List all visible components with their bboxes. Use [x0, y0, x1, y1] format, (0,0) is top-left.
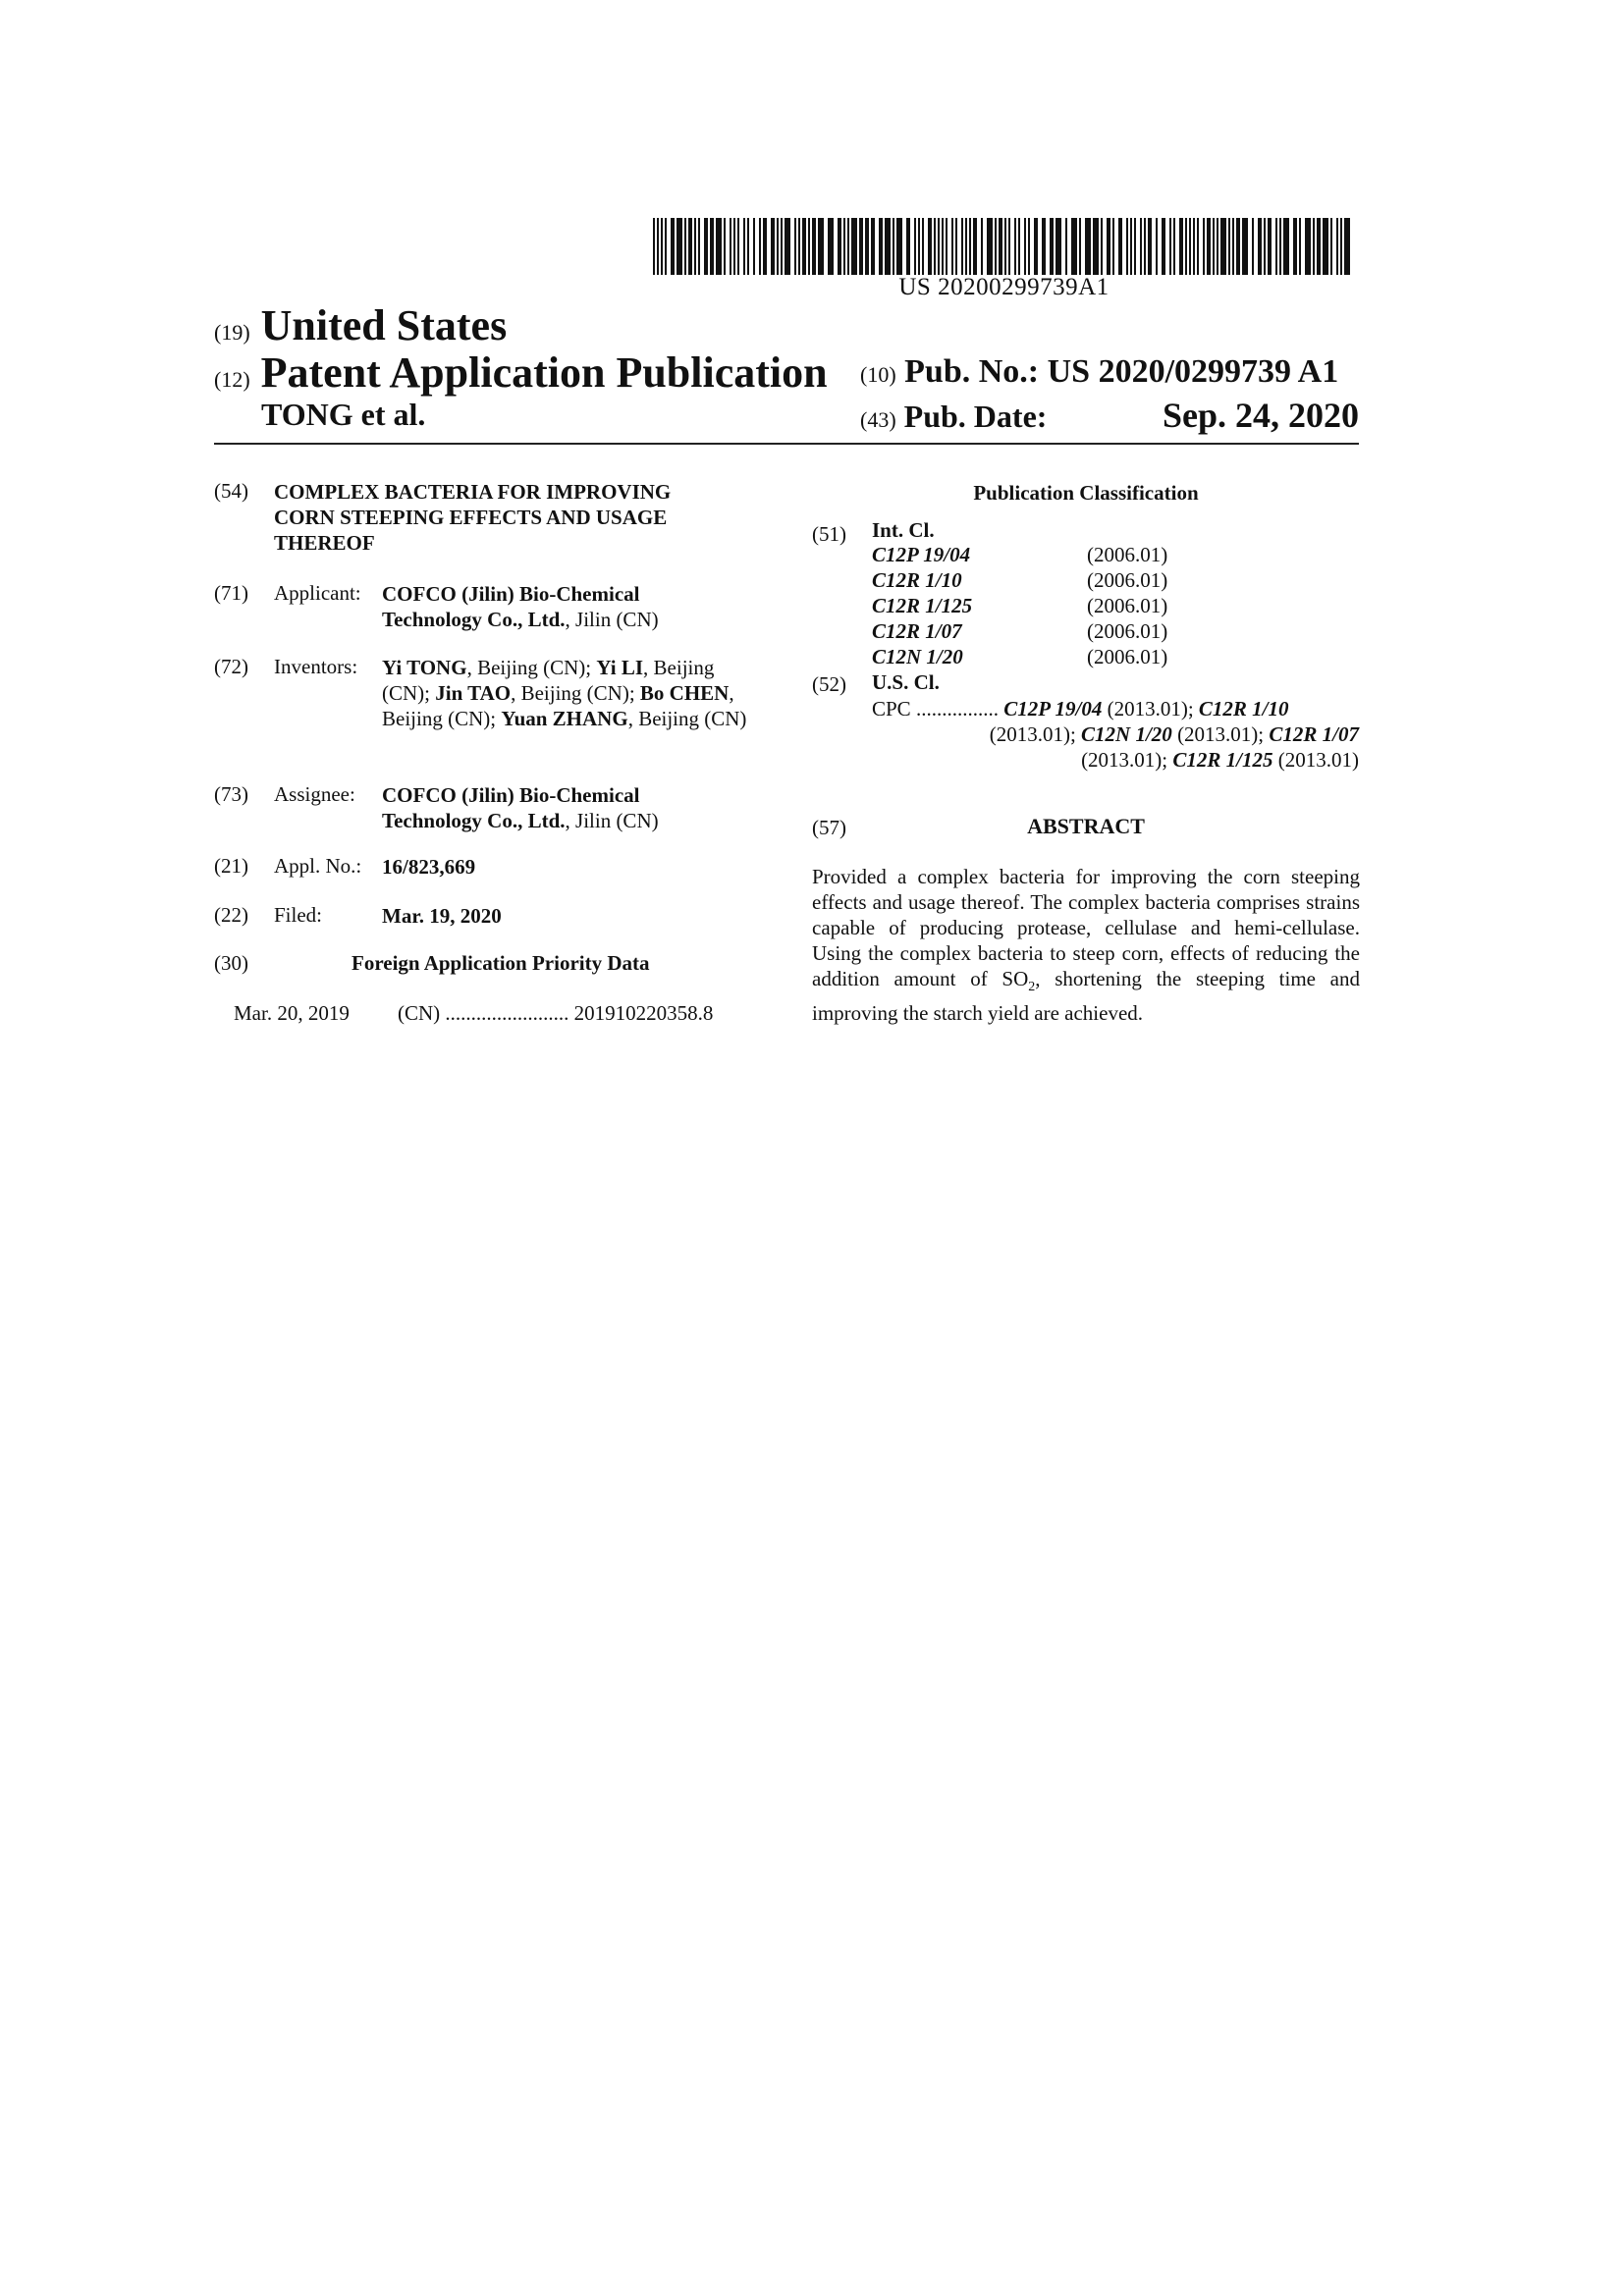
barcode-bar [946, 218, 947, 275]
barcode-bar [995, 218, 997, 275]
doc-type: Patent Application Publication [260, 348, 828, 397]
inventor-name: Yi LI [596, 656, 644, 679]
barcode-bar [1148, 218, 1152, 275]
barcode-bar [1004, 218, 1006, 275]
assignee-label: Assignee: [274, 782, 355, 806]
cpc-label: CPC [872, 697, 911, 721]
applicant-code: (71) [214, 581, 248, 605]
pub-no-label: Pub. No.: [904, 353, 1040, 390]
inventor-location: , Beijing (CN); [382, 656, 715, 705]
barcode-bar [1179, 218, 1183, 275]
applicant-label: Applicant: [274, 581, 361, 605]
barcode-bar [987, 218, 993, 275]
barcode-bar [771, 218, 775, 275]
barcode-bar [1242, 218, 1248, 275]
barcode-bar [1220, 218, 1226, 275]
barcode-bar [1156, 218, 1158, 275]
country-line [214, 300, 507, 350]
barcode-bar [710, 218, 714, 275]
assignee-location: , Jilin (CN) [565, 809, 659, 832]
barcode-bar [1258, 218, 1262, 275]
barcode-bar [1279, 218, 1281, 275]
barcode-bar [1056, 218, 1061, 275]
pub-date: Sep. 24, 2020 [1162, 396, 1359, 435]
cpc-version: (2013.01); [1171, 722, 1270, 746]
barcode-bar [1340, 218, 1342, 275]
abstract-heading: ABSTRACT [1027, 814, 1145, 838]
barcode-bar [1018, 218, 1020, 275]
country: United States [260, 301, 508, 349]
barcode-bar [812, 218, 816, 275]
priority-heading: Foreign Application Priority Data [352, 951, 650, 975]
inventor-short: TONG et al. [261, 397, 426, 432]
barcode-bar [1213, 218, 1215, 275]
pub-date-label-line [860, 399, 1047, 435]
barcode-bar [922, 218, 924, 275]
barcode-bar [759, 218, 761, 275]
filed-code: (22) [214, 903, 248, 927]
pub-date-label: Pub. Date: [903, 399, 1048, 434]
assignee-value [382, 782, 775, 833]
barcode-bar [918, 218, 920, 275]
barcode-bar [1028, 218, 1030, 275]
barcode-bar [802, 218, 806, 275]
assignee-name: COFCO (Jilin) Bio-Chemical [382, 783, 640, 807]
barcode-bar [859, 218, 863, 275]
barcode-bar [961, 218, 963, 275]
doc-type-code: (12) [214, 367, 250, 392]
barcode-bar [955, 218, 957, 275]
header-divider [214, 443, 1359, 445]
barcode-bar [1283, 218, 1289, 275]
inventor-name: Yi TONG [382, 656, 467, 679]
barcode-bar [661, 218, 663, 275]
barcode-bar [1112, 218, 1114, 275]
barcode-bar [1236, 218, 1240, 275]
barcode-bar [1134, 218, 1136, 275]
assignee-code: (73) [214, 782, 248, 806]
barcode-bar [981, 218, 983, 275]
applicant-name: COFCO (Jilin) Bio-Chemical [382, 582, 640, 606]
barcode-bar [851, 218, 857, 275]
barcode [653, 218, 1355, 275]
barcode-bar [1293, 218, 1297, 275]
cpc-code: C12R 1/07 [1269, 722, 1359, 746]
barcode-bar [843, 218, 845, 275]
applicant-name-2: Technology Co., Ltd. [382, 608, 566, 631]
barcode-bar [1207, 218, 1211, 275]
barcode-bar [1162, 218, 1165, 275]
barcode-bar [838, 218, 841, 275]
barcode-bar [1140, 218, 1142, 275]
filed-label: Filed: [274, 903, 323, 927]
assignee-name-2: Technology Co., Ltd. [382, 809, 566, 832]
barcode-bar [893, 218, 894, 275]
inventor-location: , Beijing (CN); [382, 681, 734, 730]
cpc-line-2 [990, 721, 1359, 747]
barcode-bar [1323, 218, 1328, 275]
priority-dots: ........................ [445, 1001, 569, 1025]
title-line: THEREOF [274, 531, 375, 555]
title-line: CORN STEEPING EFFECTS AND USAGE [274, 506, 668, 529]
barcode-bar [1203, 218, 1205, 275]
int-cl-version: (2006.01) [1087, 619, 1168, 643]
barcode-bar [1169, 218, 1171, 275]
barcode-bar [1268, 218, 1272, 275]
barcode-bar [677, 218, 682, 275]
barcode-bar [785, 218, 790, 275]
barcode-bar [1085, 218, 1091, 275]
barcode-bar [1008, 218, 1010, 275]
barcode-bar [1050, 218, 1054, 275]
barcode-bar [747, 218, 749, 275]
title-code: (54) [214, 479, 248, 503]
pub-date-code: (43) [860, 407, 896, 432]
cpc-version: (2013.01); [989, 722, 1082, 746]
barcode-bar [777, 218, 779, 275]
barcode-bar [1317, 218, 1321, 275]
barcode-bar [1034, 218, 1038, 275]
doc-type-line [214, 347, 828, 398]
cpc-line-1 [872, 696, 1360, 721]
barcode-bar [1336, 218, 1338, 275]
barcode-bar [1130, 218, 1132, 275]
classification-heading: Publication Classification [973, 481, 1199, 505]
barcode-bar [763, 218, 767, 275]
barcode-bar [1193, 218, 1195, 275]
barcode-bar [1197, 218, 1199, 275]
int-cl-code-item: C12R 1/10 [872, 568, 962, 592]
inventor-name: Jin TAO [435, 681, 512, 705]
cpc-code: C12R 1/10 [1198, 697, 1289, 721]
inventor-location: , Beijing (CN); [511, 681, 640, 705]
barcode-bar [906, 218, 910, 275]
barcode-bar [818, 218, 824, 275]
abstract-text-part: Provided a complex bacteria for improving the corn steeping effects and usage thereof. The complex bacteria comprises strains capable of producing protease, cellulase and hemi-cellulase. Using the complex bacteria to steep corn, effects of reducing the addition amount of SO [812, 865, 1360, 990]
barcode-bar [896, 218, 902, 275]
barcode-bar [1024, 218, 1026, 275]
barcode-bar [1217, 218, 1218, 275]
cpc-version: (2013.01); [1081, 748, 1173, 772]
barcode-bar [865, 218, 869, 275]
filed-value: Mar. 19, 2020 [382, 904, 502, 928]
abstract-text-part: , shortening the steeping time and improving the starch yield are achieved. [812, 967, 1360, 1026]
barcode-bar [1305, 218, 1311, 275]
int-cl-code-item: C12P 19/04 [872, 543, 971, 566]
barcode-bar [1264, 218, 1266, 275]
us-cl-label: U.S. Cl. [872, 670, 940, 694]
barcode-bar [879, 218, 883, 275]
barcode-bar [928, 218, 932, 275]
applicant-location: , Jilin (CN) [565, 608, 659, 631]
barcode-bar [716, 218, 722, 275]
barcode-bar [1275, 218, 1277, 275]
applicant-value [382, 581, 775, 632]
barcode-bar [847, 218, 849, 275]
inventor-location: , Beijing (CN) [627, 707, 747, 730]
barcode-bar [1144, 218, 1146, 275]
barcode-bar [951, 218, 953, 275]
cpc-code: C12R 1/125 [1172, 748, 1273, 772]
barcode-bar [1118, 218, 1122, 275]
barcode-bar [1071, 218, 1077, 275]
barcode-bar [973, 218, 977, 275]
country-code: (19) [214, 320, 250, 345]
priority-code: (30) [214, 951, 248, 975]
priority-date: Mar. 20, 2019 [234, 1001, 350, 1025]
abstract-text [812, 864, 1360, 1026]
inventor-location: , Beijing (CN); [466, 656, 597, 679]
barcode-bar [743, 218, 745, 275]
barcode-bar [1101, 218, 1103, 275]
barcode-bar [871, 218, 875, 275]
int-cl-version: (2006.01) [1087, 645, 1168, 668]
int-cl-code-item: C12R 1/07 [872, 619, 962, 643]
inventors-code: (72) [214, 655, 248, 678]
inventors-label: Inventors: [274, 655, 358, 678]
abstract-code: (57) [812, 816, 846, 839]
barcode-bar [969, 218, 971, 275]
pub-number-line [860, 353, 1338, 391]
inventor-name: Bo CHEN [639, 681, 730, 705]
cpc-version: (2013.01) [1272, 748, 1359, 772]
barcode-bar [798, 218, 800, 275]
barcode-bar [653, 218, 655, 275]
us-cl-code: (52) [812, 672, 846, 696]
barcode-bar [1042, 218, 1046, 275]
cpc-version: (2013.01); [1102, 697, 1199, 721]
barcode-bar [1173, 218, 1175, 275]
barcode-bar [1228, 218, 1230, 275]
barcode-bar [885, 218, 891, 275]
barcode-bar [1313, 218, 1315, 275]
title [274, 479, 765, 556]
barcode-bar [684, 218, 686, 275]
barcode-bar [737, 218, 739, 275]
appl-no-code: (21) [214, 854, 248, 878]
barcode-bar [671, 218, 675, 275]
int-cl-version: (2006.01) [1087, 568, 1168, 592]
pub-no: US 2020/0299739 A1 [1047, 353, 1339, 390]
barcode-bar [753, 218, 755, 275]
barcode-bar [694, 218, 696, 275]
barcode-bar [914, 218, 916, 275]
so2-subscript: 2 [1028, 980, 1036, 995]
barcode-bar [733, 218, 735, 275]
appl-no-value: 16/823,669 [382, 855, 476, 879]
barcode-bar [1189, 218, 1191, 275]
title-line: COMPLEX BACTERIA FOR IMPROVING [274, 480, 672, 504]
barcode-bar [938, 218, 940, 275]
cpc-code: C12N 1/20 [1081, 722, 1172, 746]
barcode-bar [1014, 218, 1016, 275]
appl-no-label: Appl. No.: [274, 854, 362, 878]
barcode-bar [794, 218, 796, 275]
barcode-bar [657, 218, 659, 275]
barcode-bar [808, 218, 810, 275]
barcode-bar [688, 218, 692, 275]
barcode-bar [1232, 218, 1234, 275]
barcode-bar [1330, 218, 1332, 275]
int-cl-version: (2006.01) [1087, 543, 1168, 566]
barcode-bar [724, 218, 726, 275]
barcode-bar [1126, 218, 1128, 275]
priority-country: (CN) [398, 1001, 441, 1025]
barcode-number: US 20200299739A1 [898, 274, 1110, 300]
cpc-code: C12P 19/04 [1003, 697, 1103, 721]
barcode-bar [704, 218, 708, 275]
barcode-bar [1107, 218, 1110, 275]
barcode-bar [1344, 218, 1350, 275]
barcode-bar [665, 218, 667, 275]
int-cl-version: (2006.01) [1087, 594, 1168, 617]
priority-number: 201910220358.8 [573, 1001, 714, 1025]
barcode-bar [1185, 218, 1187, 275]
barcode-bar [942, 218, 944, 275]
barcode-bar [781, 218, 783, 275]
int-cl-label: Int. Cl. [872, 518, 935, 542]
barcode-bar [1093, 218, 1099, 275]
barcode-bar [698, 218, 700, 275]
inventors-value [382, 655, 767, 731]
cpc-line-3 [1081, 747, 1359, 773]
int-cl-code: (51) [812, 522, 846, 546]
barcode-bar [730, 218, 731, 275]
barcode-bar [965, 218, 967, 275]
barcode-bar [1079, 218, 1081, 275]
int-cl-code-item: C12R 1/125 [872, 594, 973, 617]
barcode-bar [1065, 218, 1067, 275]
barcode-bar [999, 218, 1002, 275]
cpc-dots: ................ [915, 697, 999, 721]
barcode-bar [934, 218, 936, 275]
inventor-name: Yuan ZHANG [501, 707, 628, 730]
barcode-bar [828, 218, 834, 275]
priority-row [398, 1001, 713, 1026]
barcode-bar [1252, 218, 1254, 275]
pub-no-code: (10) [860, 362, 896, 387]
int-cl-code-item: C12N 1/20 [872, 645, 963, 668]
barcode-bar [1299, 218, 1301, 275]
